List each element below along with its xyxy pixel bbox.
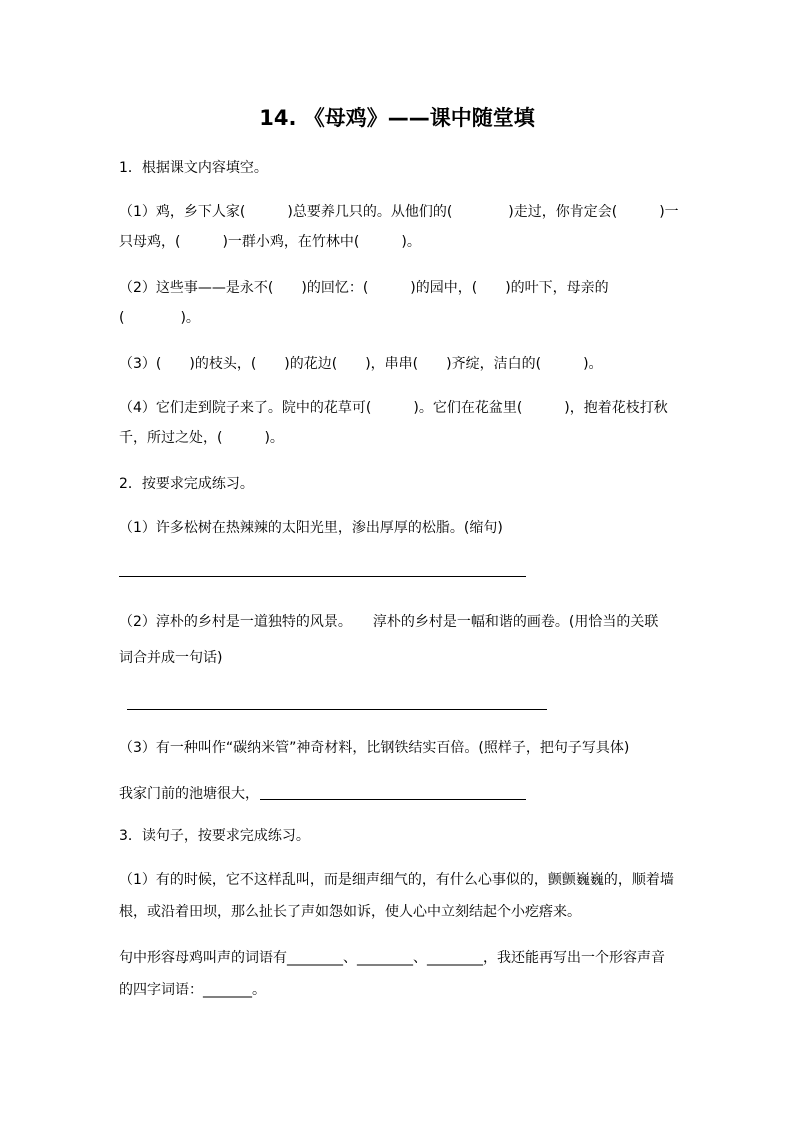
q2-part2-line2: 词合并成一句话)	[119, 650, 223, 666]
q2-heading: 2．按要求完成练习。	[119, 476, 254, 492]
q3-passage-line2: 根，或沿着田坝，那么扯长了声如怨如诉，使人心中立刻结起个小疙瘩来。	[119, 904, 581, 920]
page-title: 14. 《母鸡》——课中随堂填	[259, 106, 535, 130]
answer-line-q2-part3[interactable]	[260, 799, 526, 800]
q2-part2-line1: （2）淳朴的乡村是一道独特的风景。 淳朴的乡村是一幅和谐的画卷。(用恰当的关联	[119, 614, 659, 630]
q1-part3-line1: （3）( )的枝头，( )的花边( )，串串( )齐绽，洁白的( )。	[119, 356, 603, 372]
q1-part4-line2: 千，所过之处，( )。	[119, 430, 284, 446]
q2-part3-example: 我家门前的池塘很大，	[119, 786, 259, 802]
q1-part2-line2: ( )。	[119, 310, 200, 326]
q1-part4-line1: （4）它们走到院子来了。院中的花草可( )。它们在花盆里( )，抱着花枝打秋	[119, 400, 668, 416]
q2-part3: （3）有一种叫作“碳纳米管”神奇材料，比钢铁结实百倍。(照样子，把句子写具体)	[119, 740, 630, 756]
answer-line-q2-part1[interactable]	[119, 576, 526, 577]
q3-heading: 3．读句子，按要求完成练习。	[119, 828, 310, 844]
q1-part1-line1: （1）鸡，乡下人家( )总要养几只的。从他们的( )走过，你肯定会( )一	[119, 204, 679, 220]
answer-line-q2-part2[interactable]	[127, 709, 547, 710]
q3-passage-line1: （1）有的时候，它不这样乱叫，而是细声细气的，有什么心事似的，颤颤巍巍的，顺着墙	[119, 872, 674, 888]
q3-question-line2: 的四字词语：_______。	[119, 982, 266, 998]
q1-part1-line2: 只母鸡，( )一群小鸡，在竹林中( )。	[119, 234, 421, 250]
q1-heading: 1．根据课文内容填空。	[119, 160, 268, 176]
q3-question-line1: 句中形容母鸡叫声的词语有________、________、________，我还能再写出一个形容声音	[119, 950, 665, 966]
q1-part2-line1: （2）这些事——是永不( )的回忆：( )的园中，( )的叶下，母亲的	[119, 280, 609, 296]
q2-part1: （1）许多松树在热辣辣的太阳光里，渗出厚厚的松脂。(缩句)	[119, 520, 503, 536]
